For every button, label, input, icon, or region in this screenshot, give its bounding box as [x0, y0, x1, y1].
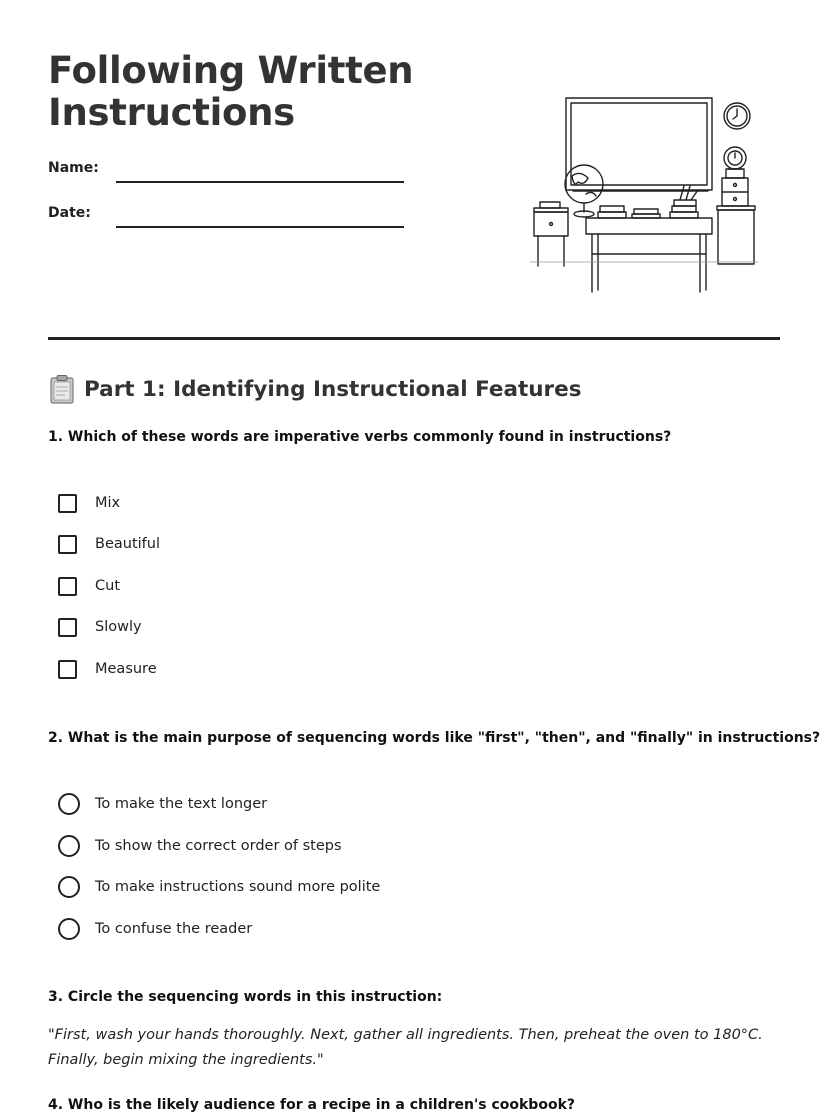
checkbox[interactable]: [58, 494, 77, 513]
option-label: Slowly: [95, 619, 142, 635]
q1-option-measure[interactable]: [58, 657, 157, 681]
date-field[interactable]: [116, 226, 404, 228]
date-label: Date:: [48, 205, 91, 221]
worksheet-title: Following Written Instructions: [48, 49, 414, 134]
q2-option-1[interactable]: [58, 792, 268, 816]
section-divider: [48, 337, 780, 340]
radio-button[interactable]: [58, 835, 80, 857]
radio-button[interactable]: [58, 793, 80, 815]
q1-option-slowly[interactable]: [58, 615, 142, 639]
name-field[interactable]: [116, 181, 404, 183]
instruction-quote: "First, wash your hands thoroughly. Next, gather all ingredients. Then, preheat the oven to 180°C. Finally, begin mixing the ingredients.": [48, 1027, 763, 1068]
radio-button[interactable]: [58, 918, 80, 940]
option-label: Mix: [95, 495, 121, 511]
q1-option-mix[interactable]: [58, 491, 121, 515]
option-label: Beautiful: [95, 536, 160, 552]
checkbox[interactable]: [58, 660, 77, 679]
part1-title: Part 1: Identifying Instructional Features: [84, 376, 582, 402]
question-2: 2. What is the main purpose of sequencing words like "first", "then", and "finally" in instructions?: [48, 730, 821, 746]
question-1: 1. Which of these words are imperative verbs commonly found in instructions?: [48, 429, 672, 445]
q2-option-4[interactable]: [58, 917, 253, 941]
checkbox[interactable]: [58, 535, 77, 554]
q1-option-cut[interactable]: [58, 574, 120, 598]
option-label: To confuse the reader: [95, 921, 253, 937]
option-label: To show the correct order of steps: [95, 838, 342, 854]
question-4: 4. Who is the likely audience for a recipe in a children's cookbook?: [48, 1097, 575, 1113]
q1-option-beautiful[interactable]: [58, 532, 160, 556]
clipboard-icon: [48, 374, 76, 404]
option-label: Cut: [95, 578, 120, 594]
name-label: Name:: [48, 160, 99, 176]
classroom-illustration: [528, 94, 760, 296]
option-label: To make the text longer: [95, 796, 268, 812]
q2-option-2[interactable]: [58, 834, 342, 858]
q2-option-3[interactable]: [58, 875, 381, 899]
checkbox[interactable]: [58, 618, 77, 637]
option-label: To make instructions sound more polite: [95, 879, 381, 895]
part1-heading: [48, 374, 582, 404]
checkbox[interactable]: [58, 577, 77, 596]
question-3: 3. Circle the sequencing words in this instruction:: [48, 989, 443, 1005]
radio-button[interactable]: [58, 876, 80, 898]
option-label: Measure: [95, 661, 157, 677]
